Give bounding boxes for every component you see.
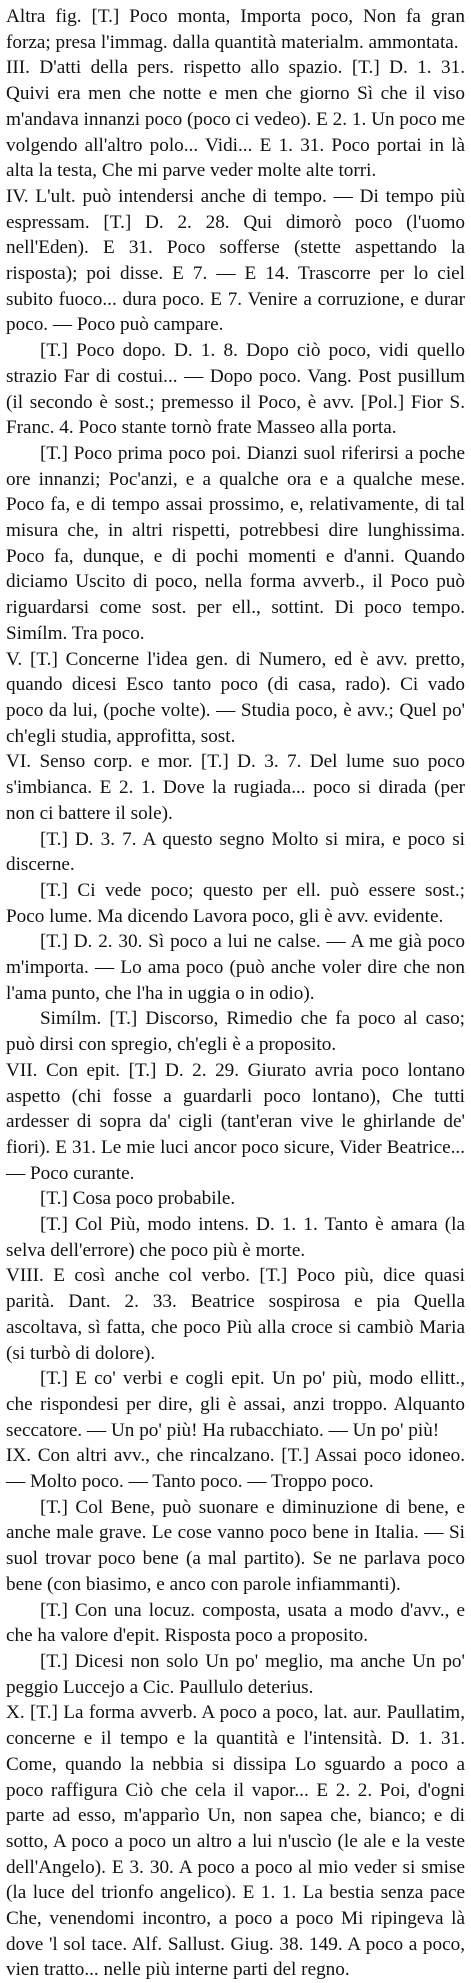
entry-section-v: V. [T.] Concerne l'idea gen. di Numero, ed è avv. pretto, quando dicesi Esco tanto poco (di casa, rado). Ci vado poco da lui, (poche volte). — Studia poco, è avv.; Quel po' ch'egli studia, approfitta, sost. <box>6 648 465 747</box>
entry-section-iii: III. D'atti della pers. rispetto allo spazio. [T.] D. 1. 31. Quivi era men che notte e men che giorno Sì che il viso m'andava innanzi poco (poco ci vedeo). E 2. 1. Un poco me volgendo all'altro polo... Vidi... E 1. 31. Poco portai in là alta la testa, Che mi parve veder molte alte torri. <box>6 57 465 182</box>
entry-paragraph: Simílm. [T.] Discorso, Rimedio che fa poco al caso; può dirsi con spregio, ch'egli è a proposito. <box>6 1008 465 1056</box>
entry-section-x: X. [T.] La forma avverb. A poco a poco, lat. aur. Paullatim, concerne e il tempo e la quantità e l'intensità. D. 1. 31. Come, quando la nebbia si dissipa Lo sguardo a poco a poco raffigura Ciò che cela il vapor... E 2. 2. Poi, d'ogni parte ad esso, m'apparìo Un, non sapea che, bianco; e di sotto, A poco a poco un altro a lui n'uscìo (le ale e la veste dell'Angelo). E 3. 30. A poco a poco al mio veder si smise (la luce del trionfo angelico). E 1. 1. La bestia senza pace Che, venendomi incontro, a poco a poco Mi ripingeva là dove 'l sol tace. Alf. Sallust. Giug. 38. 149. A poco a poco, vien tratto... nelle più interne parti del regno. <box>6 1702 465 1981</box>
entry-section-viii: VIII. E così anche col verbo. [T.] Poco più, dice quasi parità. Dant. 2. 33. Beatrice sospirosa e pia Quella ascoltava, sì fatta, che poco Più alla croce si cambiò Maria (si turbò di dolore). <box>6 1265 465 1364</box>
entry-paragraph: [T.] D. 3. 7. A questo segno Molto si mira, e poco si discerne. <box>6 828 465 876</box>
entry-paragraph: [T.] Dicesi non solo Un po' meglio, ma anche Un po' peggio Luccejo a Cic. Paullulo deterius. <box>6 1651 465 1698</box>
entry-section-vii: VII. Con epit. [T.] D. 2. 29. Giurato avria poco lontano aspetto (chi fosse a guardarli poco lontano), Che tutti ardesser di sopra da' cigli (tant'eran vive le ghirlande de' fiori). E 31. Le mie luci ancor poco sicure, Vider Beatrice... — Poco curante. <box>6 1059 465 1184</box>
entry-paragraph: [T.] Con una locuz. composta, usata a modo d'avv., e che ha valore d'epit. Risposta poco a proposito. <box>6 1599 465 1647</box>
entry-paragraph: [T.] Poco dopo. D. 1. 8. Dopo ciò poco, vidi quello strazio Far di costui... — Dopo poco. Vang. Post pusillum (il secondo è sost.; premesso il Poco, è avv. [Pol.] Fior S. Franc. 4. Poco stante tornò frate Masseo alla porta. <box>6 340 465 439</box>
entry-section-vi: VI. Senso corp. e mor. [T.] D. 3. 7. Del lume suo poco s'imbianca. E 2. 1. Dove la rugiada... poco si dirada (per non ci battere il sole). <box>6 751 465 824</box>
entry-paragraph: [T.] Ci vede poco; questo per ell. può essere sost.; Poco lume. Ma dicendo Lavora poco, gli è avv. evidente. <box>6 879 465 927</box>
entry-section-iv: IV. L'ult. può intendersi anche di tempo. — Di tempo più espressam. [T.] D. 2. 28. Qui dimorò poco (l'uomo nell'Eden). E 31. Poco sofferse (stette aspettando la risposta); poi disse. E 7. — E 14. Trascorre per lo ciel subito fuoco... dura poco. E 7. Venire a corruzione, e durar poco. — Poco può campare. <box>6 185 465 336</box>
entry-paragraph: [T.] Col Bene, può suonare e diminuzione di bene, e anche male grave. Le cose vanno poco bene in Italia. — Si suol trovar poco bene (a mal partito). Se ne parlava poco bene (con biasimo, e anco con parole infiammanti). <box>6 1496 465 1595</box>
entry-paragraph: [T.] E co' verbi e cogli epit. Un po' più, modo ellitt., che rispondesi per dire, gli è assai, anzi troppo. Alquanto seccatore. — Un po' più! Ha rubacchiato. — Un po' più! <box>6 1368 465 1441</box>
entry-paragraph: [T.] Poco prima poco poi. Dianzi suol riferirsi a poche ore innanzi; Poc'anzi, e a qualche ora e a qualche mese. Poco fa, e di tempo assai prossimo, e, relativamente, di tal misura che, in altri rispetti, potrebbesi dire lunghissima. Poco fa, dunque, e di pochi momenti e d'anni. Quando diciamo Uscito di poco, nella forma avverb., il Poco può riguardarsi come sost. per ell., sottint. Di poco tempo. Simílm. Tra poco. <box>6 442 465 644</box>
entry-paragraph: Altra fig. [T.] Poco monta, Importa poco, Non fa gran forza; presa l'immag. dalla quantità materialm. ammontata. <box>6 6 465 53</box>
entry-paragraph: [T.] Cosa poco probabile. <box>40 1188 236 1210</box>
entry-section-ix: IX. Con altri avv., che rincalzano. [T.] Assai poco idoneo. — Molto poco. — Tanto poco. — Troppo poco. <box>6 1445 465 1493</box>
entry-paragraph: [T.] D. 2. 30. Sì poco a lui ne calse. — A me già poco m'importa. — Lo ama poco (può anche voler dire che non l'ama punto, che l'ha in uggia o in odio). <box>6 931 465 1004</box>
entry-paragraph: [T.] Col Più, modo intens. D. 1. 1. Tanto è amara (la selva dell'errore) che poco più è morte. <box>6 1214 465 1261</box>
